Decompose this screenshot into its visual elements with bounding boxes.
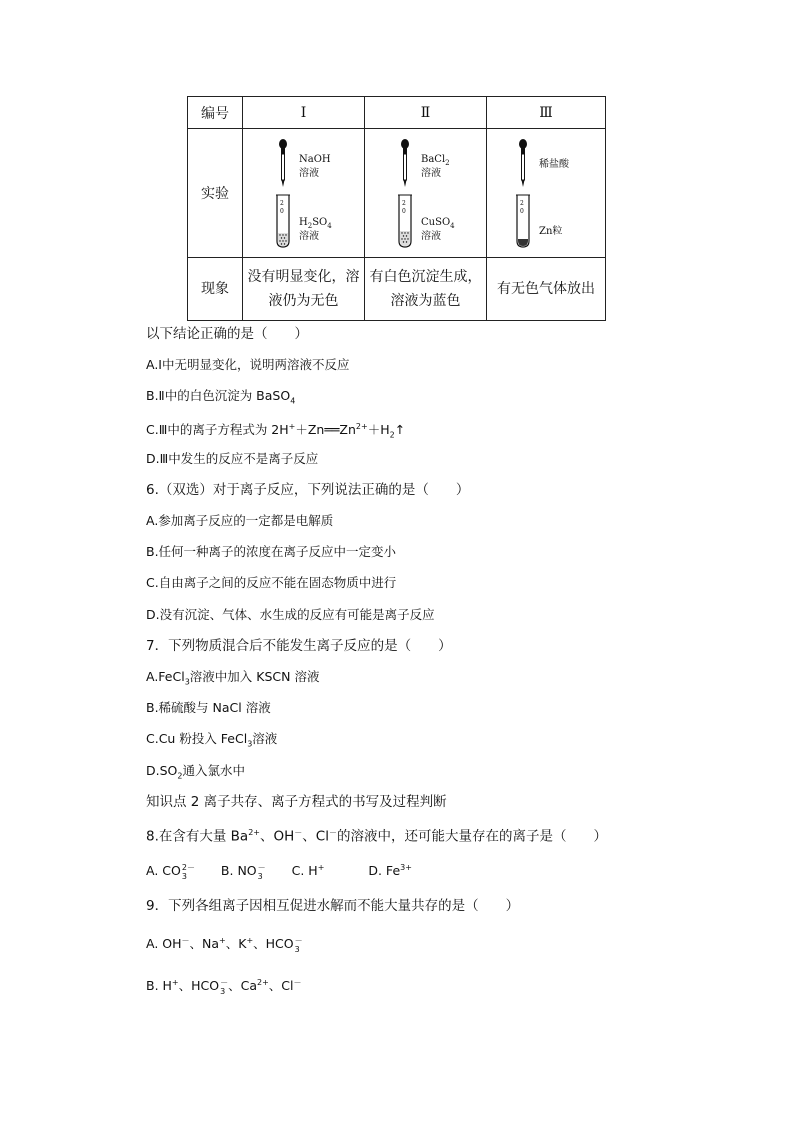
dropper-label-2: 溶液 — [299, 168, 319, 179]
q7-option-c: C.Cu 粉投入 FeCl$_3$溶液 — [146, 731, 278, 749]
q9-stem: 9．下列各组离子因相互促进水解而不能大量共存的是（ ） — [146, 898, 520, 914]
dropper-icon — [279, 139, 287, 187]
svg-text:2: 2 — [402, 200, 406, 207]
q5-stem: 以下结论正确的是（ ） — [146, 326, 308, 342]
header-col-3: Ⅲ — [487, 97, 606, 129]
row-phenomenon-label: 现象 — [188, 258, 243, 321]
q8-option-a: A. CO 2－ 3 — [146, 862, 195, 881]
q6-option-c: C.自由离子之间的反应不能在固态物质中进行 — [146, 575, 397, 590]
test-tube-icon — [398, 195, 412, 247]
tube-label-2: 溶液 — [421, 231, 441, 242]
q5-option-b: B.Ⅱ中的白色沉淀为 BaSO$_4$ — [146, 388, 296, 406]
dropper-label: NaOH — [299, 154, 331, 165]
dropper-label-2: 溶液 — [421, 168, 441, 179]
header-col-2: Ⅱ — [365, 97, 487, 129]
q9-option-b: B. H+、HCO － 3 、$Ca^{2+}$、Cl－ — [146, 977, 302, 996]
q6-option-a: A.参加离子反应的一定都是电解质 — [146, 513, 334, 528]
q9-option-a: A. OH－、Na+、K+、HCO － 3 — [146, 935, 303, 954]
q7-option-b: B.稀硫酸与 NaCl 溶液 — [146, 700, 271, 715]
table-header-row — [188, 97, 606, 129]
dropper-icon — [519, 139, 527, 187]
test-tube-icon — [276, 195, 290, 247]
svg-text:0: 0 — [520, 208, 524, 215]
q7-stem: 7．下列物质混合后不能发生离子反应的是（ ） — [146, 638, 452, 654]
header-col-1: Ⅰ — [243, 97, 365, 129]
q8-stem: 8.在含有大量 $Ba^{2+}$、OH－、Cl－的溶液中，还可能大量存在的离子是（ ） — [146, 828, 607, 845]
q5-option-a: A.Ⅰ中无明显变化，说明两溶液不反应 — [146, 357, 350, 372]
q8-option-b: B. NO － 3 — [220, 862, 266, 881]
experiment-1-cell — [243, 129, 365, 258]
test-tube-icon — [516, 195, 530, 247]
q8-option-d: D. $Fe^{3+}$ — [368, 863, 412, 879]
header-number-label: 编号 — [188, 97, 243, 129]
experiment-2-diagram — [365, 129, 486, 253]
tube-label-2: 溶液 — [299, 231, 319, 242]
knowledge-point-heading: 知识点 2 离子共存、离子方程式的书写及过程判断 — [146, 794, 447, 810]
q5-option-d: D.Ⅲ中发生的反应不是离子反应 — [146, 451, 319, 466]
svg-text:2: 2 — [280, 200, 284, 207]
table-phenomenon-row — [188, 258, 606, 321]
tube-label: Zn粒 — [539, 226, 563, 237]
dropper-label: 稀盐酸 — [539, 159, 569, 170]
table-experiment-row — [188, 129, 606, 258]
q7-option-a: A.FeCl$_3$溶液中加入 KSCN 溶液 — [146, 669, 320, 687]
svg-text:0: 0 — [402, 208, 406, 215]
experiment-2-cell — [365, 129, 487, 258]
dropper-label: BaCl$_2$ — [421, 154, 450, 167]
tube-label: CuSO$_4$ — [421, 217, 455, 230]
dropper-icon — [401, 139, 409, 187]
q8-options — [146, 860, 412, 881]
phenomenon-2: 有白色沉淀生成， 溶液为蓝色 — [365, 258, 487, 321]
q8-option-c: C. H+ — [291, 863, 325, 879]
row-experiment-label: 实验 — [188, 129, 243, 258]
q5-option-c: C.Ⅲ中的离子方程式为 $2H^++Zn══Zn^{2+}+H_2↑$ — [146, 422, 406, 440]
q7-option-d: $D.SO_2$通入氯水中 — [146, 763, 245, 781]
phenomenon-3: 有无色气体放出 — [487, 258, 606, 321]
experiment-table — [187, 96, 606, 321]
tube-label: $H_2SO_4$ — [299, 217, 332, 230]
q6-option-d: D.没有沉淀、气体、水生成的反应有可能是离子反应 — [146, 607, 435, 622]
experiment-1-diagram — [243, 129, 364, 253]
q6-option-b: B.任何一种离子的浓度在离子反应中一定变小 — [146, 544, 397, 559]
svg-text:2: 2 — [520, 200, 524, 207]
experiment-3-cell — [487, 129, 606, 258]
q6-stem: 6.（双选）对于离子反应，下列说法正确的是（ ） — [146, 482, 470, 498]
experiment-3-diagram — [487, 129, 605, 253]
svg-text:0: 0 — [280, 208, 284, 215]
phenomenon-1: 没有明显变化，溶 液仍为无色 — [243, 258, 365, 321]
